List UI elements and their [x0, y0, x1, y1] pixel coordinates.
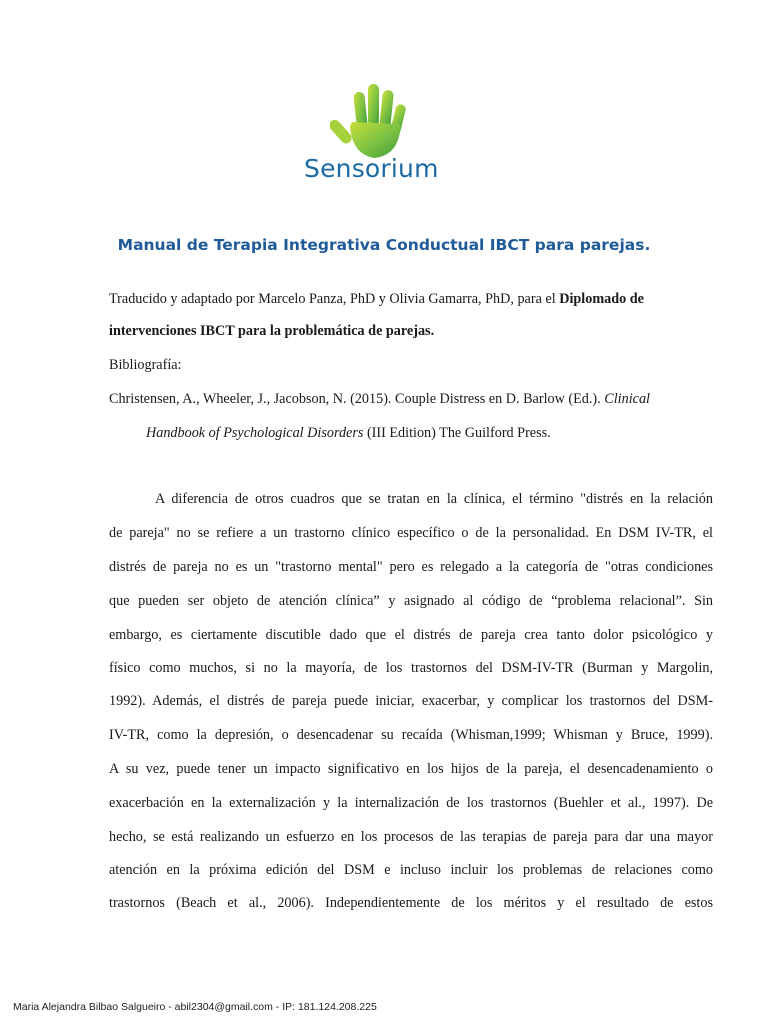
body-line: 1992). Además, el distrés de pareja puede iniciar, exacerbar, y complicar los trastornos del DSM- [109, 693, 713, 709]
logo-wordmark: Sensorium [304, 154, 439, 183]
reference-text-2: (III Edition) The Guilford Press. [363, 425, 551, 441]
reference-italic-2: Handbook of Psychological Disorders [146, 425, 364, 441]
reference-italic: Clinical [604, 391, 650, 407]
reference-text: Christensen, A., Wheeler, J., Jacobson, N. (2015). Couple Distress en D. Barlow (Ed.). [109, 391, 605, 407]
body-line: A diferencia de otros cuadros que se tratan en la clínica, el término "distrés en la relación [155, 491, 713, 507]
credits-bold-2: intervenciones IBCT para la problemática de parejas. [109, 323, 435, 339]
body-line: de pareja" no se refiere a un trastorno clínico específico o de la personalidad. En DSM IV-TR, el [109, 525, 713, 541]
body-line: físico como muchos, si no la mayoría, de los trastornos del DSM-IV-TR (Burman y Margolin, [109, 660, 713, 676]
body-line: trastornos (Beach et al., 2006). Independientemente de los méritos y el resultado de estos [109, 895, 713, 911]
reference-line-1 [109, 390, 650, 408]
watermark-footer: Maria Alejandra Bilbao Salgueiro - abil2304@gmail.com - IP: 181.124.208.225 [13, 1001, 377, 1013]
credits-line-2 [109, 322, 434, 340]
body-line: exacerbación en la externalización y la internalización de los trastornos (Buehler et al., 1997). De [109, 795, 713, 811]
credits-text: Traducido y adaptado por Marcelo Panza, PhD y Olivia Gamarra, PhD, para el [109, 291, 560, 307]
credits-bold-1: Diplomado de [559, 291, 644, 307]
body-line: distrés de pareja no es un "trastorno mental" pero es relegado a la categoría de "otras condiciones [109, 559, 713, 575]
bibliography-heading: Bibliografía: [109, 357, 182, 373]
body-line: A su vez, puede tener un impacto significativo en los hijos de la pareja, el desencadenamiento o [109, 761, 713, 777]
document-title: Manual de Terapia Integrativa Conductual IBCT para parejas. [117, 236, 651, 254]
sensorium-logo [300, 80, 450, 190]
body-line: embargo, es ciertamente discutible dado que el distrés de pareja crea tanto dolor psicológico y [109, 627, 713, 643]
body-line: IV-TR, como la depresión, o desencadenar su recaída (Whisman,1999; Whisman y Bruce, 1999). [109, 727, 713, 743]
reference-line-2 [146, 424, 551, 442]
body-line: atención en la próxima edición del DSM e incluso incluir los problemas de relaciones como [109, 862, 713, 878]
hand-icon [330, 80, 414, 162]
body-line: que pueden ser objeto de atención clínica” y asignado al código de “problema relacional”. Sin [109, 593, 713, 609]
body-line: hecho, se está realizando un esfuerzo en los procesos de las terapias de pareja para dar una mayor [109, 829, 713, 845]
credits-line-1 [109, 290, 644, 308]
